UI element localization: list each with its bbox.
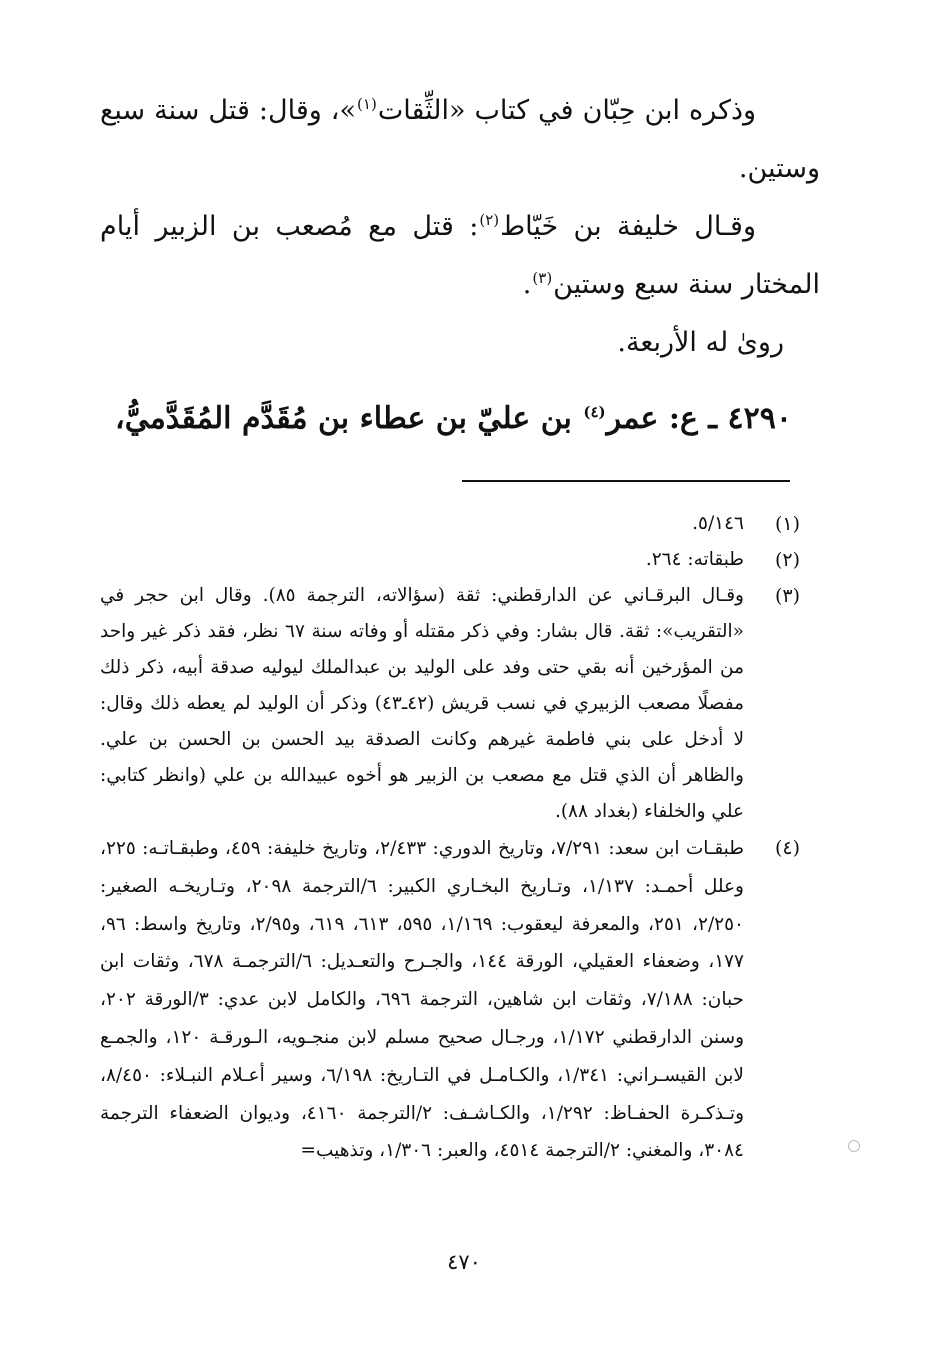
margin-mark xyxy=(848,1140,860,1152)
footnote-text: طبقاته: ٢٦٤. xyxy=(645,549,744,570)
footnote-text: وقـال البرقـاني عن الدارقطني: ثقة (سؤالاته، الترجمة ٨٥). وقال ابن حجر في «التقريب»: ثقة. قال بشار: وفي ذكر مقتله أو وفاته سنة ٦٧ نظر، فقد ذكر غير واحد من المؤرخين أنه بقي حتى وفد على الوليد بن عبدالملك ليوليه صدقة أبيه، ذكر ذلك مفصلًا مصعب الزبيري في نسب قريش (٤٢ـ٤٣) وذكر أن الوليد لم يعطه ذلك وقال: لا أدخل على بني فاطمة غيرهم وكانت الصدقة بيد الحسن بن الحسن بن علي. والظاهر أن الذي قتل مع مصعب بن الزبير هو أخوه عبيدالله بن علي (وانظر كتابي: علي والخلفاء (بغداد ٨٨). xyxy=(100,585,744,822)
para2-text-b: : قتل مع مُصعب بن الزبير أيام المختار سنة سبع وستين xyxy=(100,211,820,300)
footnotes xyxy=(100,506,800,1170)
footnote-ref-4[interactable]: (٤) xyxy=(583,403,606,421)
footnote-ref-3[interactable]: (٣) xyxy=(532,269,553,287)
footnote-number: (١) xyxy=(774,513,800,535)
biography-entry-heading xyxy=(100,394,820,444)
footnote-ref-1[interactable]: (١) xyxy=(357,95,377,113)
footnote-3 xyxy=(100,578,800,830)
para1-text-b: »، وقال: قتل سنة سبع وستين. xyxy=(100,95,820,184)
footnote-number: (٢) xyxy=(774,549,800,571)
footnote-number: (٤) xyxy=(774,837,800,859)
footnote-ref-2[interactable]: (٢) xyxy=(479,211,500,229)
paragraph-ibn-hibban xyxy=(100,82,820,198)
para2-text-a: وقـال خليفة بن خَيّاط xyxy=(500,211,756,242)
para1-text-a: وذكره ابن حِبّان في كتاب «الثِّقات xyxy=(377,95,757,126)
footnote-2 xyxy=(100,542,800,578)
paragraph-narrators: روىٰ له الأربعة. xyxy=(617,327,784,358)
para2-text-c: . xyxy=(522,269,532,300)
footnote-number: (٣) xyxy=(774,585,800,607)
page-number: ٤٧٠ xyxy=(447,1250,481,1274)
entry-text-b: بن عليّ بن عطاء بن مُقَدَّم المُقَدَّميُّ، xyxy=(115,401,583,436)
main-text xyxy=(100,82,820,444)
entry-text-a: ٤٢٩٠ ـ ع: عمر xyxy=(606,401,792,436)
footnote-separator xyxy=(462,480,790,482)
footnote-text: طبقـات ابن سعد: ٧/٢٩١، وتاريخ الدوري: ٢/٤٣٣، وتاريخ خليفة: ٤٥٩، وطبقـاتـه: ٢٢٥، وعلل أحمـد: ١/١٣٧، وتـاريخ البخـاري الكبير: ٦/الترجمة ٢٠٩٨، وتـاريخـه الصغير: ٢/٢٥٠، ٢٥١، والمعرفة ليعقوب: ١/١٦٩، ٥٩٥، ٦١٣، ٦١٩، و٢/٩٥، وتاريخ واسط: ٩٦، ١٧٧، وضعفاء العقيلي، الورقة ١٤٤، والجـرح والتعـديل: ٦/الترجمـة ٦٧٨، وثقات ابن حبان: ٧/١٨٨، وثقات ابن شاهين، الترجمة ٦٩٦، والكامل لابن عدي: ٣/الورقة ٢٠٢، وسنن الدارقطني ١/١٧٢، ورجـال صحيح مسلم لابن منجـويه، الـورقـة ١٢٠، والجمـع لابن القيسـراني: ١/٣٤١، والكـامـل في التـاريخ: ٦/١٩٨، وسير أعـلام النبـلاء: ٨/٤٥٠، وتـذكـرة الحفـاظ: ١/٢٩٢، والكـاشـف: ٢/الترجمة ٤١٦٠، وديوان الضعفاء الترجمة ٣٠٨٤، والمغني: ٢/الترجمة ٤٥١٤، والعبر: ١/٣٠٦، وتذهيب= xyxy=(100,838,745,1162)
footnote-1 xyxy=(100,506,800,542)
footnote-text: ٥/١٤٦. xyxy=(692,513,744,534)
paragraph-khalifa xyxy=(100,198,820,314)
footnote-4 xyxy=(100,830,800,1170)
